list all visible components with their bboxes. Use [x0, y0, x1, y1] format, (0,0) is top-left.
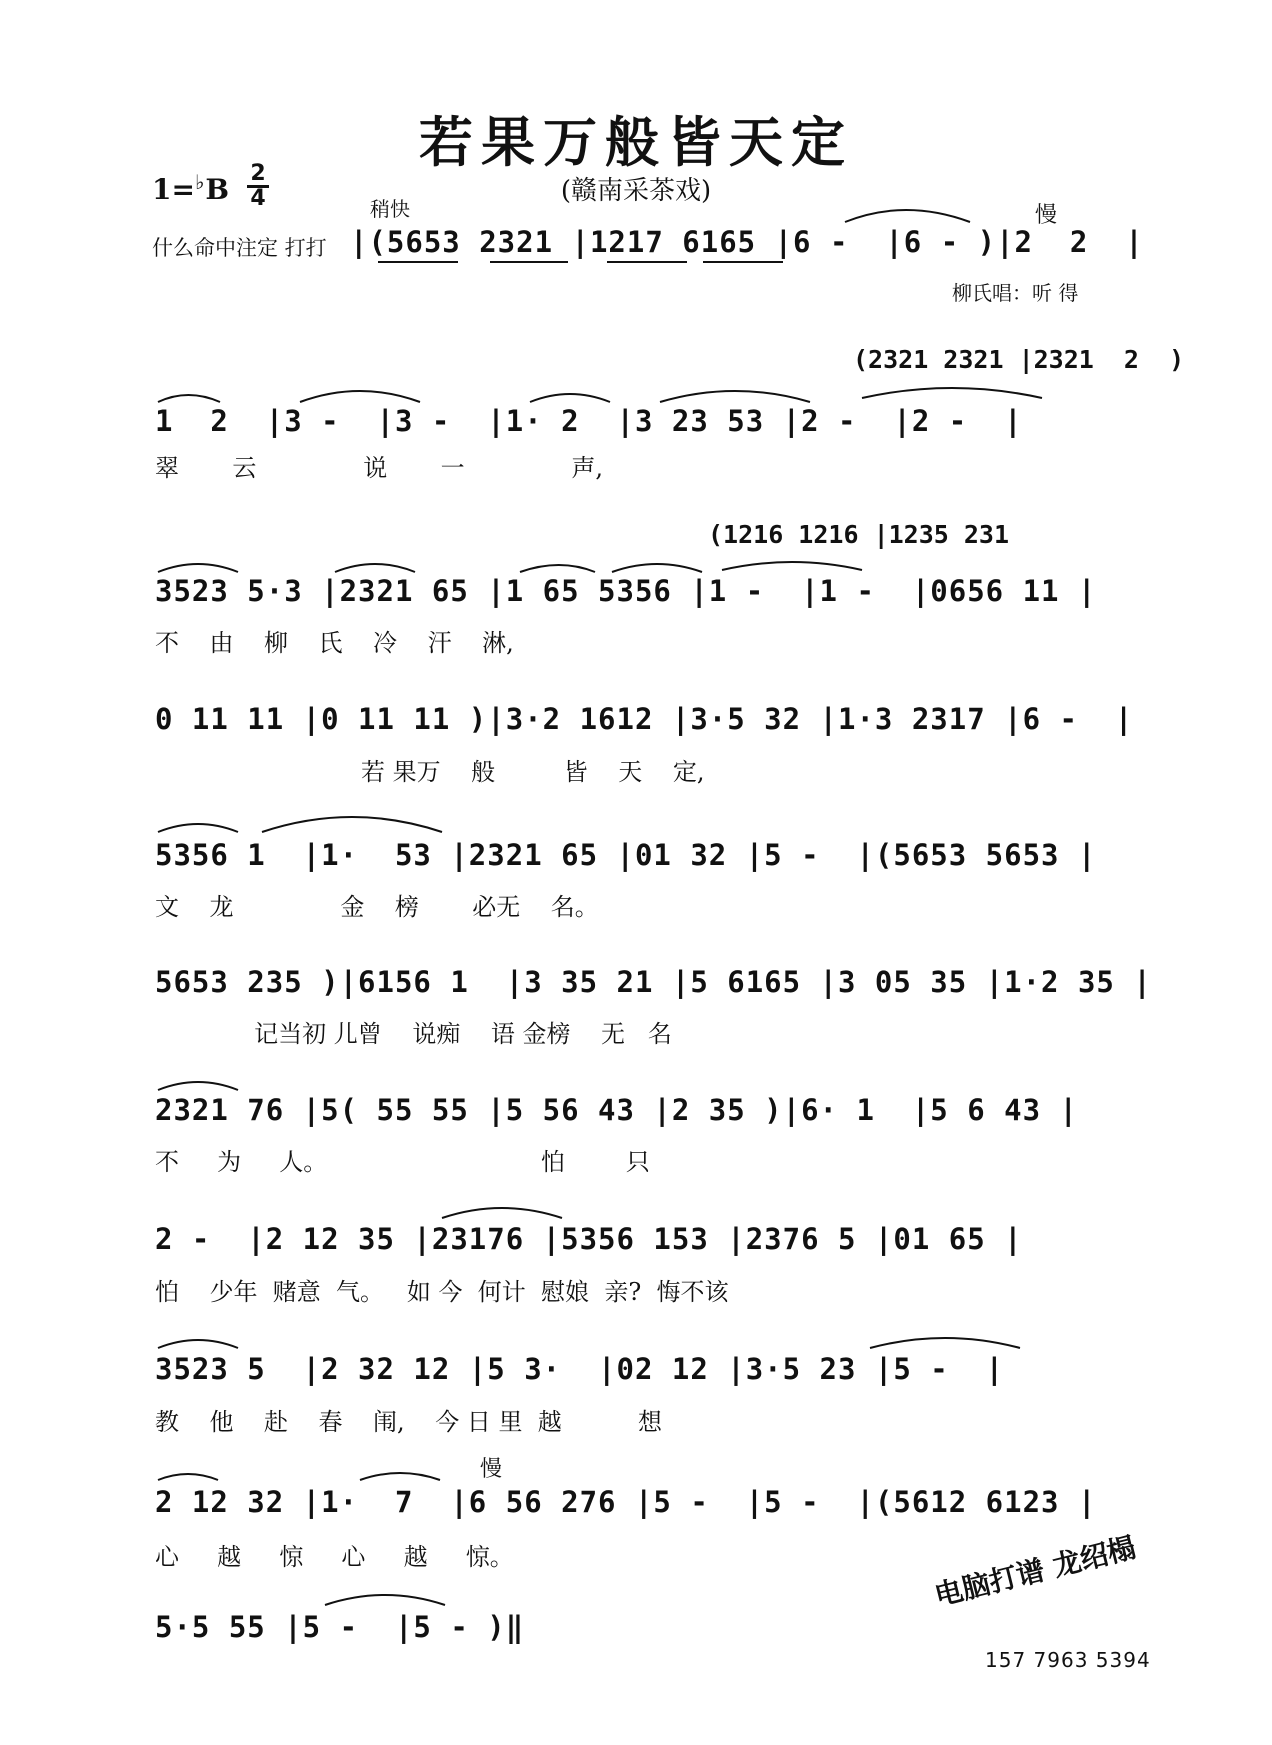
slur: [325, 1595, 445, 1605]
slur: [158, 1340, 238, 1348]
notation-row: 0 11 11 |0 11 11 )|3·2 1612 |3·5 32 |1·3 2317 |6 - |: [155, 702, 1134, 736]
slur: [158, 1082, 238, 1090]
tempo-mark-slow-1: 慢: [1035, 203, 1058, 228]
slur: [530, 394, 610, 402]
accompaniment-row: (1216 1216 |1235 231: [708, 520, 1010, 549]
lyric-row: 文 龙 金 榜 必无 名。: [155, 893, 599, 921]
slur: [300, 391, 420, 402]
slur: [862, 388, 1042, 398]
notation-row: 2 - |2 12 35 |23176 |5356 153 |2376 5 |01 65 |: [155, 1222, 1023, 1256]
key-signature: [152, 170, 229, 206]
time-signature-top: 2: [250, 161, 266, 186]
notation-row: 2321 76 |5( 55 55 |5 56 43 |2 35 )|6· 1 |5 6 43 |: [155, 1093, 1078, 1127]
score-title: 若果万般皆天定: [419, 110, 853, 174]
time-signature-bottom: 4: [250, 186, 266, 211]
key-note: B: [205, 173, 230, 206]
slur: [158, 564, 238, 572]
lyric-row: 不 由 柳 氏 冷 汗 淋,: [155, 629, 514, 657]
slur: [360, 1473, 440, 1480]
tempo-mark-slow-2: 慢: [480, 1457, 503, 1482]
notation-row: 5653 235 )|6156 1 |3 35 21 |5 6165 |3 05 35 |1·2 35 |: [155, 965, 1152, 999]
lyric-row: 心 越 惊 心 越 惊。: [155, 1543, 514, 1571]
slur: [442, 1208, 562, 1218]
key-prefix: 1=: [152, 173, 195, 206]
notation-row: 5356 1 |1· 53 |2321 65 |01 32 |5 - |(5653 5653 |: [155, 838, 1097, 872]
lyric-row: 若 果万 般 皆 天 定,: [155, 758, 705, 786]
notation-row: 2 12 32 |1· 7 |6 56 276 |5 - |5 - |(5612 6123 |: [155, 1485, 1097, 1519]
slur: [722, 562, 862, 570]
lyric-row: 不 为 人。 怕 只: [155, 1148, 650, 1176]
lyric-row: 翠 云 说 一 声,: [155, 454, 604, 482]
slur: [158, 824, 238, 832]
time-signature: [247, 161, 269, 211]
notation-row: 1 2 |3 - |3 - |1· 2 |3 23 53 |2 - |2 - |: [155, 404, 1023, 438]
lyric-row: 教 他 赴 春 闱, 今 日 里 越 想: [155, 1408, 663, 1436]
slur: [520, 565, 595, 572]
singer-label: 柳氏唱：听 得: [952, 281, 1079, 305]
notation-row: 3523 5 |2 32 12 |5 3· |02 12 |3·5 23 |5 - |: [155, 1352, 1005, 1386]
slur: [262, 817, 442, 832]
slur: [158, 1474, 218, 1480]
phone-number: 157 7963 5394: [985, 1648, 1151, 1672]
intro-text: 什么命中注定 打打: [152, 236, 327, 260]
accompaniment-row: (2321 2321 |2321 2 ): [853, 345, 1185, 374]
flat-sign: ♭: [194, 170, 205, 194]
slur: [612, 564, 702, 572]
slur: [870, 1338, 1020, 1348]
slur: [158, 395, 220, 402]
tempo-mark-fast: 稍快: [370, 197, 410, 221]
slur: [660, 391, 810, 402]
score-subtitle: (赣南采茶戏): [560, 176, 712, 206]
lyric-row: 记当初 儿曾 说痴 语 金榜 无 名: [155, 1020, 672, 1048]
notation-row: 5·5 55 |5 - |5 - )‖: [155, 1610, 525, 1644]
lyric-row: 怕 少年 赌意 气。 如 今 何计 慰娘 亲? 悔不该: [155, 1278, 729, 1306]
slur: [335, 564, 415, 572]
notation-row: |(5653 2321 |1217 6165 |6 - |6 - )|2 2 |: [350, 225, 1144, 259]
notation-row: 3523 5·3 |2321 65 |1 65 5356 |1 - |1 - |0656 11 |: [155, 574, 1097, 608]
slur: [845, 210, 970, 222]
typesetter-credit: 电脑打谱 龙绍榻: [931, 1530, 1139, 1613]
